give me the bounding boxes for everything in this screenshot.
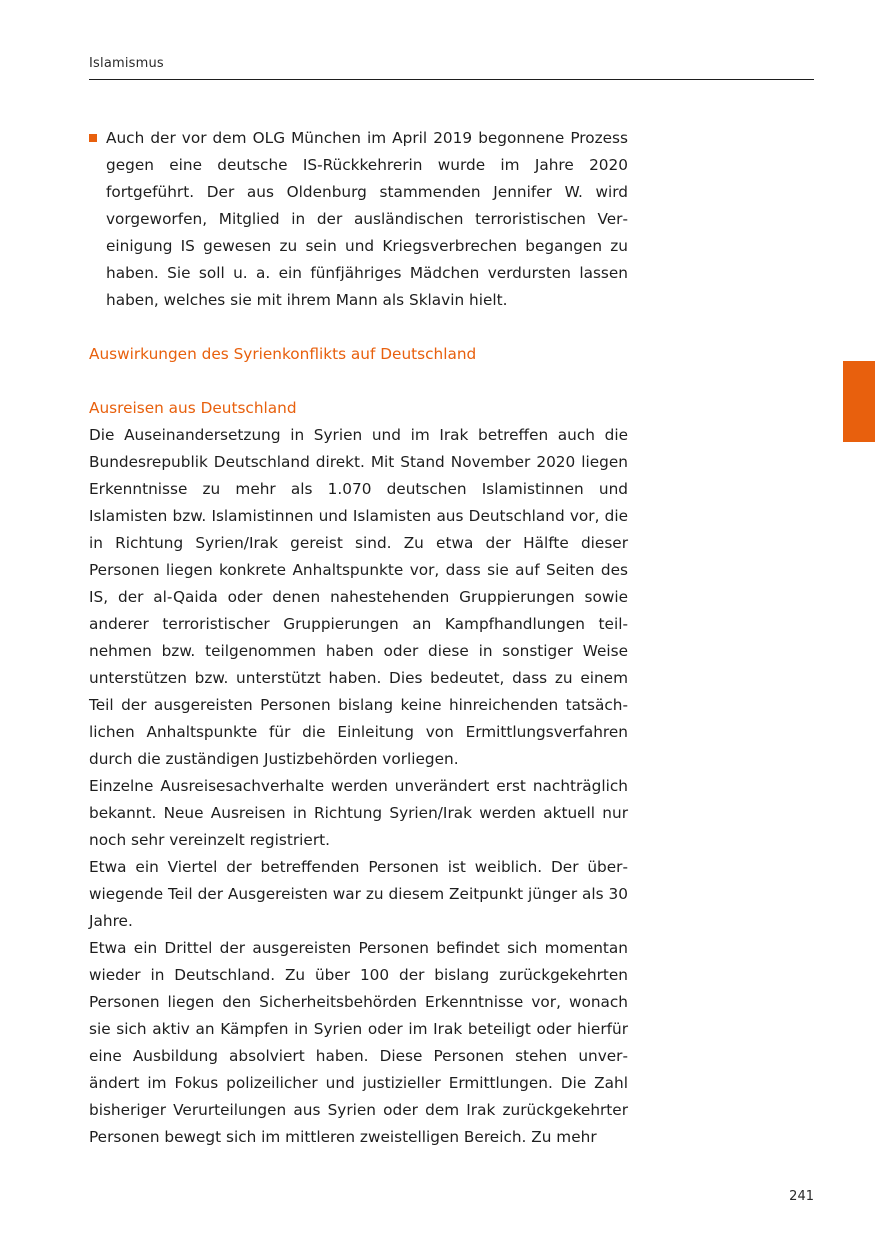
paragraph: Einzelne Ausreisesachverhalte werden unverändert erst nachträglich bekannt. Neue Ausreisen in Richtung Syrien/Irak werden aktuell nur noch sehr vereinzelt registriert.: [89, 777, 628, 849]
page-number: 241: [789, 1189, 814, 1204]
square-bullet-icon: [89, 134, 97, 142]
subsection-heading: Ausreisen aus Deutschland: [89, 399, 297, 417]
paragraph: Etwa ein Viertel der betreffenden Personen ist weiblich. Der überwiegende Teil der Ausgereisten war zu diesem Zeitpunkt jünger als 30 Jahre.: [89, 858, 628, 930]
paragraph: Etwa ein Drittel der ausgereisten Personen befindet sich momentan wieder in Deutschland. Zu über 100 der bislang zurückgekehrten Personen liegen den Sicherheitsbehörden Erkenntnisse vor, wonach sie sich aktiv an Kämpfen in Syrien oder im Irak beteiligt oder hierfür eine Ausbildung absolviert haben. Diese Personen stehen unverändert im Fokus polizeilicher und justizieller Ermittlungen. Die Zahl bisheriger Verurteilungen aus Syrien oder dem Irak zurückgekehrter Personen bewegt sich im mittleren zweistelligen Bereich. Zu mehr: [89, 939, 628, 1146]
bullet-item-text: Auch der vor dem OLG München im April 2019 begonnene Prozess gegen eine deutsche IS-Rückkehrerin wurde im Jahre 2020 fortgeführt. Der aus Oldenburg stammenden Jennifer W. wird vorgeworfen, Mitglied in der ausländischen terroristischen Vereinigung IS gewesen zu sein und Kriegsverbrechen begangen zu haben. Sie soll u. a. ein fünfjähriges Mädchen verdursten lassen haben, welches sie mit ihrem Mann als Sklavin hielt.: [106, 129, 628, 309]
body-text: [89, 422, 628, 1151]
bullet-list-item: [89, 125, 628, 314]
paragraph: Die Auseinandersetzung in Syrien und im Irak betreffen auch die Bundesrepublik Deutschland direkt. Mit Stand November 2020 liegen Erkenntnisse zu mehr als 1.070 deutschen Islamistinnen und Islamisten bzw. Islamistinnen und Islamisten aus Deutschland vor, die in Richtung Syrien/Irak gereist sind. Zu etwa der Hälfte dieser Personen liegen konkrete Anhaltspunkte vor, dass sie auf Seiten des IS, der al-Qaida oder denen nahestehenden Gruppierungen sowie anderer terroristischer Gruppierungen an Kampfhandlungen teilnehmen bzw. teilgenommen haben oder diese in sonstiger Weise unterstützen bzw. unterstützt haben. Dies bedeutet, dass zu einem Teil der ausgereisten Personen bislang keine hinreichenden tatsächlichen Anhaltspunkte für die Einleitung von Ermittlungsverfahren durch die zuständigen Justizbehörden vorliegen.: [89, 426, 628, 768]
chapter-marker-tab: [843, 361, 875, 442]
running-header-title: Islamismus: [89, 56, 164, 71]
header-rule: [89, 79, 814, 80]
section-heading: Auswirkungen des Syrienkonflikts auf Deutschland: [89, 345, 477, 363]
